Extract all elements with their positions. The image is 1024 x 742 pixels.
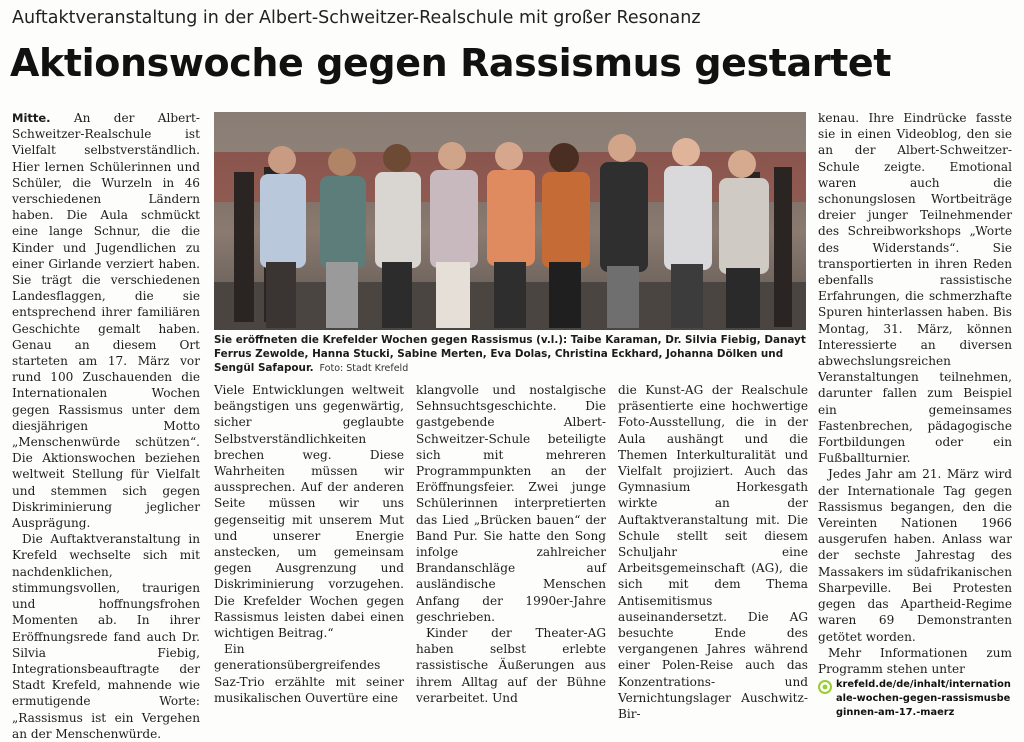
photo-caption bbox=[214, 333, 806, 376]
paragraph: die Kunst-AG der Realschule präsentierte eine hochwertige Foto-Ausstellung, die in der Aula aushängt und die Themen Interkulturalität und Vielfalt projiziert. Auch das Gymnasium Horkesgath wirkte an der Auftaktveranstaltung mit. Die Schule stellt seit diesem Schuljahr eine Arbeitsgemeinschaft (AG), die sich mit dem Thema Antisemitismus auseinandersetzt. Die AG besuchte Ende des vergangenen Jahres während einer Polen-Reise auch das Konzentrations- und Vernichtungslager Auschwitz-Bir- bbox=[618, 383, 808, 722]
paragraph: Viele Entwicklungen weltweit beängstigen uns gegenwärtig, sicher geglaubte Selbstverständlichkeiten brechen weg. Diese Wahrheiten müssen wir aussprechen. Auf der anderen Seite müssen wir uns gegenseitig mit unserem Mut und unserer Energie anstecken, um gemeinsam gegen Ausgrenzung und Diskriminierung vorzugehen. Die Krefelder Wochen gegen Rassismus leisten dabei einen wichtigen Beitrag.“ bbox=[214, 383, 404, 641]
dateline-location: Mitte. bbox=[12, 111, 51, 125]
paragraph: An der Albert-Schweitzer-Realschule ist Vielfalt selbstverständlich. Hier lernen Schülerinnen und Schüler, die Wurzeln in 46 verschiedenen Ländern haben. Die Aula schmückt eine lange Schnur, die die Kinder und Jugendlichen zu einer Girlande verziert haben. Sie trägt die verschiedenen Landesflaggen, die sie entsprechend ihrer familiären Geschichte gemalt haben. Genau an diesem Ort starteten am 17. März vor rund 100 Zuschauenden die Internationalen Wochen gegen Rassismus unter dem diesjährigen Motto „Menschenwürde schützen“. Die Aktionswochen beziehen weltweit Stellung für Vielfalt und stemmen sich gegen Diskriminierung jeglicher Ausprägung. bbox=[12, 111, 200, 531]
paragraph: Mehr Informationen zum Programm stehen unter bbox=[818, 645, 1012, 676]
photo-credit: Foto: Stadt Krefeld bbox=[319, 363, 409, 374]
paragraph: Jedes Jahr am 21. März wird der Internationale Tag gegen Rassismus begangen, den die Vereinten Nationen 1966 ausgerufen haben. Anlass war der sechste Jahrestag des Massakers im südafrikanischen Sharpeville. Bei Protesten gegen das Apartheid-Regime waren 69 Demonstranten getötet worden. bbox=[818, 467, 1012, 644]
article-column-4 bbox=[618, 382, 808, 722]
article-column-3 bbox=[416, 382, 606, 706]
paragraph: klangvolle und nostalgische Sehnsuchtsgeschichte. Die gastgebende Albert-Schweitzer-Schule beteiligte sich mit mehreren Programmpunkten an der Eröffnungsfeier. Zwei junge Schülerinnen interpretierten das Lied „Brücken bauen“ der Band Pur. Sie hatte den Song infolge zahlreicher Brandanschläge auf ausländische Menschen Anfang der 1990er-Jahre geschrieben. bbox=[416, 383, 606, 624]
article-column-2 bbox=[214, 382, 404, 706]
info-link[interactable] bbox=[818, 678, 1012, 720]
globe-link-icon bbox=[818, 680, 832, 694]
article-headline: Aktionswoche gegen Rassismus gestartet bbox=[10, 41, 891, 85]
caption-text: Sie eröffneten die Krefelder Wochen gegen Rassismus (v.l.): Taibe Karaman, Dr. Silvia Fiebig, Danayt Ferrus Zewolde, Hanna Stucki, Sabine Merten, Eva Dolas, Christina Eckhard, Johanna Dölken und Sengül Safapour. bbox=[214, 334, 806, 374]
article-photo bbox=[214, 112, 806, 330]
info-link-url[interactable]: krefeld.de/de/inhalt/internationale-wochen-gegen-rassismusbeginnen-am-17.-maerz bbox=[836, 679, 1011, 719]
article-kicker: Auftaktveranstaltung in der Albert-Schweitzer-Realschule mit großer Resonanz bbox=[12, 8, 701, 28]
article-column-1 bbox=[12, 110, 200, 742]
paragraph: Ein generationsübergreifendes Saz-Trio erzählte mit seiner musikalischen Ouvertüre eine bbox=[214, 642, 404, 705]
paragraph: kenau. Ihre Eindrücke fasste sie in einen Videoblog, den sie an der Albert-Schweitzer-Schule zeigte. Emotional waren auch die schonungslosen Wortbeiträge dreier junger Teilnehmender des Schreibworkshops „Worte des Widerstands“. Sie transportierten in ihren Reden ebenfalls rassistische Erfahrungen, die schmerzhafte Spuren hinterlassen haben. Bis Montag, 31. März, können Interessierte an diversen abwechslungsreichen Veranstaltungen teilnehmen, darunter fallen zum Beispiel ein gemeinsames Fastenbrechen, pädagogische Fortbildungen oder ein Fußballturnier. bbox=[818, 111, 1012, 466]
paragraph: Die Auftaktveranstaltung in Krefeld wechselte sich mit nachdenklichen, stimmungsvollen, traurigen und hoffnungsfrohen Momenten ab. In ihrer Eröffnungsrede fand auch Dr. Silvia Fiebig, Integrationsbeauftragte der Stadt Krefeld, mahnende wie ermutigende Worte: „Rassismus ist ein Vergehen an der Menschenwürde. bbox=[12, 532, 200, 741]
paragraph: Kinder der Theater-AG haben selbst erlebte rassistische Äußerungen aus ihrem Alltag auf der Bühne verarbeitet. Und bbox=[416, 626, 606, 705]
article-column-5 bbox=[818, 110, 1012, 720]
